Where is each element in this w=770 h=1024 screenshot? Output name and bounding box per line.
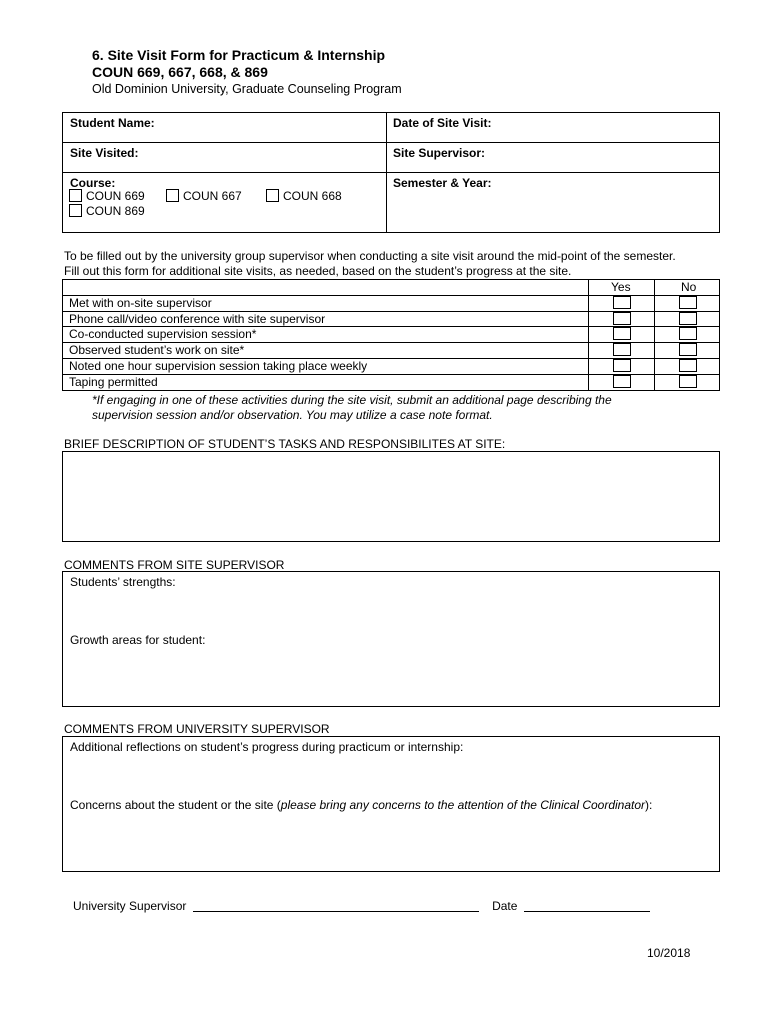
no-checkbox[interactable] bbox=[679, 327, 697, 340]
checklist-note-line-2: supervision session and/or observation. You may utilize a case note format. bbox=[92, 408, 493, 422]
site-supervisor-comments-heading: COMMENTS FROM SITE SUPERVISOR bbox=[64, 558, 285, 572]
brief-description-heading: BRIEF DESCRIPTION OF STUDENT’S TASKS AND RESPONSIBILITES AT SITE: bbox=[64, 437, 506, 451]
reflections-label: Additional reflections on student’s progress during practicum or internship: bbox=[70, 740, 464, 754]
checklist-note-line-1: *If engaging in one of these activities during the site visit, submit an additional page describing the bbox=[92, 393, 612, 407]
date-of-visit-label: Date of Site Visit: bbox=[393, 116, 492, 130]
checkbox-icon[interactable] bbox=[69, 204, 82, 217]
checkbox-icon[interactable] bbox=[69, 189, 82, 202]
course-numbers: COUN 669, 667, 668, & 869 bbox=[92, 64, 268, 80]
yes-checkbox[interactable] bbox=[613, 327, 631, 340]
concerns-label: Concerns about the student or the site (please bring any concerns to the attention of the Clinical Coordinator): bbox=[70, 798, 653, 812]
no-checkbox[interactable] bbox=[679, 375, 697, 388]
no-checkbox[interactable] bbox=[679, 312, 697, 325]
growth-areas-label: Growth areas for student: bbox=[70, 633, 206, 647]
yes-checkbox[interactable] bbox=[613, 375, 631, 388]
instructions-line-1: To be filled out by the university group supervisor when conducting a site visit around the mid-point of the semester. bbox=[64, 249, 676, 263]
checklist-item: Met with on-site supervisor bbox=[69, 296, 212, 310]
course-option-869[interactable]: COUN 869 bbox=[69, 204, 145, 218]
no-checkbox[interactable] bbox=[679, 296, 697, 309]
yes-checkbox[interactable] bbox=[613, 343, 631, 356]
checkbox-icon[interactable] bbox=[266, 189, 279, 202]
site-visit-checklist bbox=[62, 279, 720, 391]
no-checkbox[interactable] bbox=[679, 343, 697, 356]
no-checkbox[interactable] bbox=[679, 359, 697, 372]
checkbox-icon[interactable] bbox=[166, 189, 179, 202]
strengths-label: Students’ strengths: bbox=[70, 575, 176, 589]
checklist-item: Taping permitted bbox=[69, 375, 158, 389]
site-visited-label: Site Visited: bbox=[70, 146, 139, 160]
checklist-item: Noted one hour supervision session taking place weekly bbox=[69, 359, 368, 373]
semester-year-label: Semester & Year: bbox=[393, 176, 492, 190]
no-column-header: No bbox=[681, 280, 697, 294]
university-supervisor-label: University Supervisor bbox=[73, 899, 187, 913]
university-supervisor-comments-field[interactable] bbox=[62, 736, 720, 872]
checklist-item: Observed student’s work on site* bbox=[69, 343, 245, 357]
yes-checkbox[interactable] bbox=[613, 312, 631, 325]
checklist-item: Co-conducted supervision session* bbox=[69, 327, 257, 341]
yes-checkbox[interactable] bbox=[613, 296, 631, 309]
brief-description-field[interactable] bbox=[62, 451, 720, 542]
university-supervisor-comments-heading: COMMENTS FROM UNIVERSITY SUPERVISOR bbox=[64, 722, 330, 736]
student-info-table bbox=[62, 112, 720, 233]
program-name: Old Dominion University, Graduate Counseling Program bbox=[92, 82, 402, 96]
course-option-669[interactable]: COUN 669 bbox=[69, 189, 145, 203]
course-option-667[interactable]: COUN 667 bbox=[166, 189, 242, 203]
signature-line bbox=[73, 899, 650, 913]
yes-column-header: Yes bbox=[611, 280, 631, 294]
site-supervisor-comments-field[interactable] bbox=[62, 571, 720, 707]
form-title: 6. Site Visit Form for Practicum & Internship bbox=[92, 47, 386, 63]
yes-checkbox[interactable] bbox=[613, 359, 631, 372]
supervisor-signature-field[interactable] bbox=[193, 911, 479, 912]
date-field[interactable] bbox=[524, 911, 650, 912]
course-option-668[interactable]: COUN 668 bbox=[266, 189, 342, 203]
course-label: Course: bbox=[70, 176, 116, 190]
student-name-label: Student Name: bbox=[70, 116, 155, 130]
instructions-line-2: Fill out this form for additional site visits, as needed, based on the student’s progress at the site. bbox=[64, 264, 572, 278]
date-label: Date bbox=[492, 899, 518, 913]
site-supervisor-label: Site Supervisor: bbox=[393, 146, 486, 160]
revision-date: 10/2018 bbox=[647, 946, 691, 960]
checklist-item: Phone call/video conference with site supervisor bbox=[69, 312, 326, 326]
